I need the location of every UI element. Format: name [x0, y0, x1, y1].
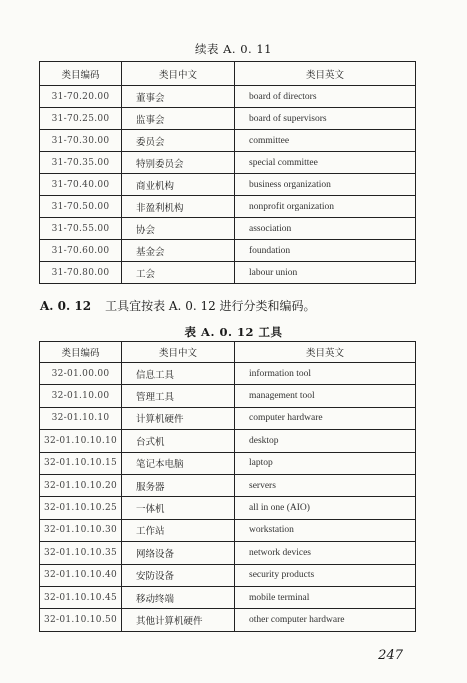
table-row [40, 430, 416, 452]
english-name-cell: all in one (AIO) [235, 497, 416, 519]
category-code-cell: 32-01.10.10.15 [40, 452, 122, 474]
chinese-name-cell: 移动终端 [122, 586, 235, 608]
table-row [40, 609, 416, 631]
table-row [40, 108, 416, 130]
table-row [40, 152, 416, 174]
table-row [40, 542, 416, 564]
chinese-name-cell: 服务器 [122, 474, 235, 496]
chinese-name-cell: 一体机 [122, 497, 235, 519]
chinese-name-cell: 网络设备 [122, 542, 235, 564]
table-row [40, 586, 416, 608]
clause-number: A. 0. 12 [40, 299, 92, 313]
category-code-cell: 32-01.10.10.40 [40, 564, 122, 586]
table-a0-11-continued [39, 61, 416, 284]
table-row [40, 196, 416, 218]
chinese-name-cell: 董事会 [122, 86, 235, 108]
table-row [40, 262, 416, 284]
english-name-cell: security products [235, 564, 416, 586]
table-header-row [40, 342, 416, 363]
english-name-cell: computer hardware [235, 407, 416, 429]
table-row [40, 130, 416, 152]
english-name-cell: laptop [235, 452, 416, 474]
table-row [40, 385, 416, 407]
category-code-cell: 31-70.50.00 [40, 196, 122, 218]
english-name-cell: business organization [235, 174, 416, 196]
category-code-cell: 31-70.55.00 [40, 218, 122, 240]
chinese-name-cell: 监事会 [122, 108, 235, 130]
english-name-cell: board of supervisors [235, 108, 416, 130]
table-row [40, 564, 416, 586]
category-code-cell: 32-01.10.10.45 [40, 586, 122, 608]
category-code-cell: 31-70.40.00 [40, 174, 122, 196]
table1-body [40, 86, 416, 284]
table-row [40, 407, 416, 429]
table-row [40, 474, 416, 496]
english-name-cell: desktop [235, 430, 416, 452]
table2-caption: 表 A. 0. 12 工具 [184, 325, 283, 339]
category-code-cell: 31-70.80.00 [40, 262, 122, 284]
header-code: 类目编码 [40, 62, 122, 86]
chinese-name-cell: 其他计算机硬件 [122, 609, 235, 631]
english-name-cell: board of directors [235, 86, 416, 108]
category-code-cell: 32-01.10.00 [40, 385, 122, 407]
category-code-cell: 31-70.30.00 [40, 130, 122, 152]
english-name-cell: labour union [235, 262, 416, 284]
english-name-cell: management tool [235, 385, 416, 407]
category-code-cell: 32-01.00.00 [40, 363, 122, 385]
table-row [40, 86, 416, 108]
english-name-cell: association [235, 218, 416, 240]
category-code-cell: 31-70.20.00 [40, 86, 122, 108]
category-code-cell: 32-01.10.10.50 [40, 609, 122, 631]
header-english: 类目英文 [235, 342, 416, 363]
category-code-cell: 32-01.10.10.20 [40, 474, 122, 496]
chinese-name-cell: 计算机硬件 [122, 407, 235, 429]
chinese-name-cell: 工作站 [122, 519, 235, 541]
chinese-name-cell: 基金会 [122, 240, 235, 262]
clause-text: 工具宜按表 A. 0. 12 进行分类和编码。 [105, 299, 316, 313]
chinese-name-cell: 工会 [122, 262, 235, 284]
chinese-name-cell: 笔记本电脑 [122, 452, 235, 474]
table-row [40, 363, 416, 385]
table-header-row [40, 62, 416, 86]
chinese-name-cell: 管理工具 [122, 385, 235, 407]
chinese-name-cell: 安防设备 [122, 564, 235, 586]
english-name-cell: foundation [235, 240, 416, 262]
header-chinese: 类目中文 [122, 342, 235, 363]
chinese-name-cell: 委员会 [122, 130, 235, 152]
english-name-cell: information tool [235, 363, 416, 385]
table-row [40, 240, 416, 262]
header-code: 类目编码 [40, 342, 122, 363]
header-english: 类目英文 [235, 62, 416, 86]
chinese-name-cell: 信息工具 [122, 363, 235, 385]
english-name-cell: other computer hardware [235, 609, 416, 631]
chinese-name-cell: 协会 [122, 218, 235, 240]
chinese-name-cell: 特别委员会 [122, 152, 235, 174]
category-code-cell: 32-01.10.10.10 [40, 430, 122, 452]
page-number: 247 [378, 648, 403, 663]
chinese-name-cell: 非盈利机构 [122, 196, 235, 218]
table-row [40, 174, 416, 196]
english-name-cell: servers [235, 474, 416, 496]
table-a0-12-tools [39, 341, 416, 632]
table1-caption: 续表 A. 0. 11 [194, 42, 273, 56]
english-name-cell: network devices [235, 542, 416, 564]
table-row [40, 218, 416, 240]
english-name-cell: nonprofit organization [235, 196, 416, 218]
table2-body [40, 363, 416, 632]
category-code-cell: 32-01.10.10 [40, 407, 122, 429]
category-code-cell: 31-70.35.00 [40, 152, 122, 174]
header-chinese: 类目中文 [122, 62, 235, 86]
english-name-cell: committee [235, 130, 416, 152]
category-code-cell: 32-01.10.10.35 [40, 542, 122, 564]
table-row [40, 452, 416, 474]
english-name-cell: special committee [235, 152, 416, 174]
english-name-cell: mobile terminal [235, 586, 416, 608]
category-code-cell: 31-70.60.00 [40, 240, 122, 262]
clause-a0-12 [40, 297, 316, 314]
english-name-cell: workstation [235, 519, 416, 541]
table-row [40, 497, 416, 519]
chinese-name-cell: 商业机构 [122, 174, 235, 196]
category-code-cell: 31-70.25.00 [40, 108, 122, 130]
category-code-cell: 32-01.10.10.30 [40, 519, 122, 541]
chinese-name-cell: 台式机 [122, 430, 235, 452]
category-code-cell: 32-01.10.10.25 [40, 497, 122, 519]
table-row [40, 519, 416, 541]
